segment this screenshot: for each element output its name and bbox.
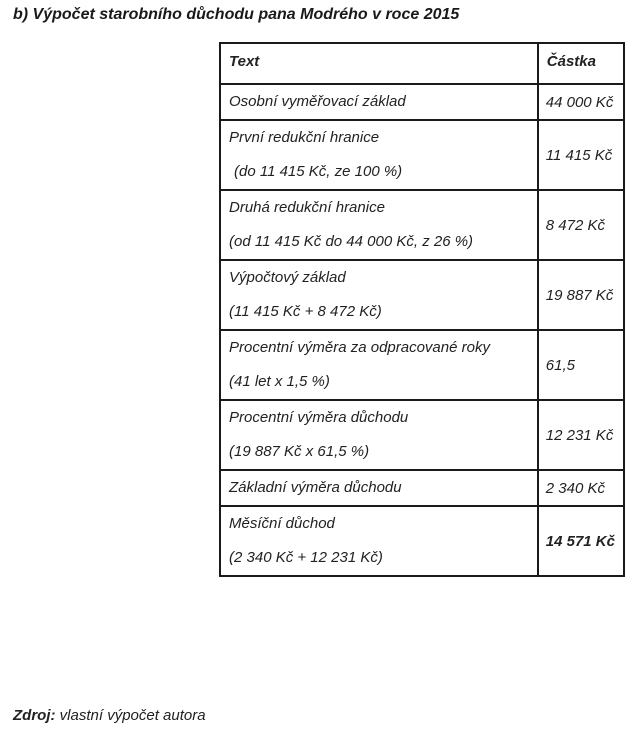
page-title: b) Výpočet starobního důchodu pana Modrého v roce 2015 bbox=[13, 6, 460, 23]
row-formula: (od 11 415 Kč do 44 000 Kč, z 26 %) bbox=[229, 233, 474, 250]
source-text: vlastní výpočet autora bbox=[59, 707, 206, 724]
row-formula: (41 let x 1,5 %) bbox=[229, 373, 330, 390]
table-header-row bbox=[220, 43, 624, 84]
row-description bbox=[220, 120, 538, 190]
row-formula: (do 11 415 Kč, ze 100 %) bbox=[234, 163, 403, 180]
row-formula: (11 415 Kč + 8 472 Kč) bbox=[229, 303, 382, 320]
row-description bbox=[220, 260, 538, 330]
row-amount: 2 340 Kč bbox=[538, 470, 624, 506]
table-row bbox=[220, 330, 624, 400]
row-amount: 44 000 Kč bbox=[538, 84, 624, 120]
table-row bbox=[220, 400, 624, 470]
row-label: Měsíční důchod bbox=[229, 515, 335, 532]
row-label: Procentní výměra za odpracované roky bbox=[229, 339, 490, 356]
row-description bbox=[220, 470, 538, 506]
column-header-amount: Částka bbox=[538, 43, 624, 84]
table-row bbox=[220, 470, 624, 506]
row-amount: 61,5 bbox=[538, 330, 624, 400]
row-amount: 12 231 Kč bbox=[538, 400, 624, 470]
column-header-text: Text bbox=[220, 43, 538, 84]
row-description bbox=[220, 400, 538, 470]
row-description bbox=[220, 330, 538, 400]
row-formula: (19 887 Kč x 61,5 %) bbox=[229, 443, 370, 460]
row-description bbox=[220, 506, 538, 576]
row-label: Výpočtový základ bbox=[229, 269, 346, 286]
source-note bbox=[13, 707, 206, 724]
row-formula: (2 340 Kč + 12 231 Kč) bbox=[229, 549, 383, 566]
row-amount: 11 415 Kč bbox=[538, 120, 624, 190]
row-label: Základní výměra důchodu bbox=[229, 479, 402, 496]
row-amount: 19 887 Kč bbox=[538, 260, 624, 330]
row-label: Druhá redukční hranice bbox=[229, 199, 385, 216]
table-row bbox=[220, 260, 624, 330]
table-row-total bbox=[220, 506, 624, 576]
pension-calculation-table bbox=[219, 42, 625, 577]
row-description bbox=[220, 190, 538, 260]
row-label: První redukční hranice bbox=[229, 129, 380, 146]
table-row bbox=[220, 84, 624, 120]
row-label: Procentní výměra důchodu bbox=[229, 409, 409, 426]
table-row bbox=[220, 120, 624, 190]
row-description bbox=[220, 84, 538, 120]
row-amount: 8 472 Kč bbox=[538, 190, 624, 260]
row-label: Osobní vyměřovací základ bbox=[229, 93, 406, 110]
table-row bbox=[220, 190, 624, 260]
source-label: Zdroj: bbox=[13, 707, 56, 724]
row-amount-total: 14 571 Kč bbox=[538, 506, 624, 576]
